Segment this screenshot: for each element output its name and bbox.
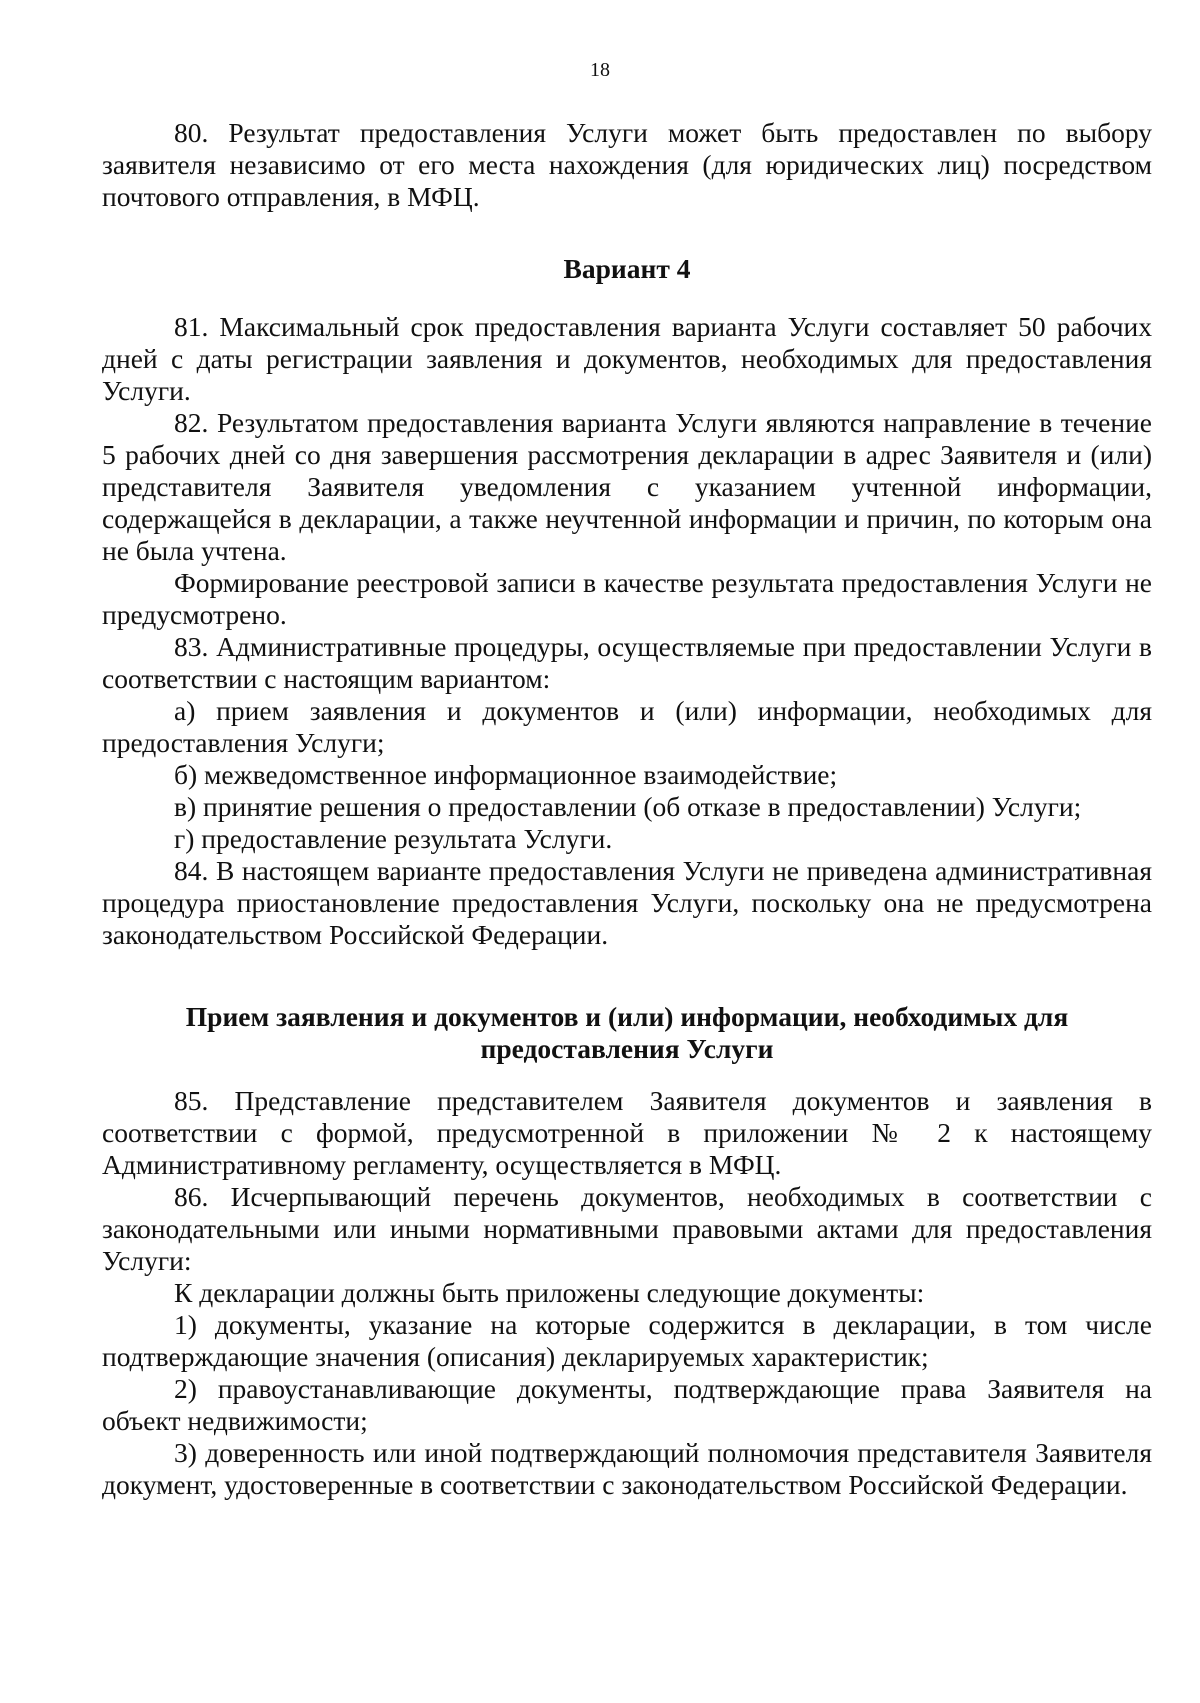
paragraph-82-registry: Формирование реестровой записи в качестве результата предоставления Услуги не предусмотрено. [102,567,1152,630]
heading-variant-4: Вариант 4 [563,253,691,284]
paragraph-84: 84. В настоящем варианте предоставления Услуги не приведена административная процедура приостановление предоставления Услуги, поскольку она не предусмотрена законодательством Российской Федерации. [102,855,1152,950]
page-number: 18 [590,59,610,81]
document-body [102,117,1152,1501]
paragraph-83: 83. Административные процедуры, осуществляемые при предоставлении Услуги в соответствии с настоящим вариантом: [102,631,1152,694]
list-item-86-3: 3) доверенность или иной подтверждающий полномочия представителя Заявителя документ, удостоверенные в соответствии с законодательством Российской Федерации. [102,1437,1152,1500]
list-item-83d: г) предоставление результата Услуги. [174,823,613,854]
list-item-83b: б) межведомственное информационное взаимодействие; [174,759,838,790]
paragraph-85: 85. Представление представителем Заявителя документов и заявления в соответствии с формой, предусмотренной в приложении № 2 к настоящему Административному регламенту, осуществляется в МФЦ. [102,1085,1152,1180]
paragraph-86: 86. Исчерпывающий перечень документов, необходимых в соответствии с законодательными или иными нормативными правовыми актами для предоставления Услуги: [102,1181,1152,1276]
paragraph-80: 80. Результат предоставления Услуги может быть предоставлен по выбору заявителя независимо от его места нахождения (для юридических лиц) посредством почтового отправления, в МФЦ. [102,117,1152,212]
paragraph-81: 81. Максимальный срок предоставления варианта Услуги составляет 50 рабочих дней с даты регистрации заявления и документов, необходимых для предоставления Услуги. [102,311,1152,406]
section-heading-line-1: Прием заявления и документов и (или) информации, необходимых для [185,1001,1069,1032]
list-item-83c: в) принятие решения о предоставлении (об отказе в предоставлении) Услуги; [174,791,1082,822]
paragraph-86-intro: К декларации должны быть приложены следующие документы: [174,1277,925,1308]
paragraph-82: 82. Результатом предоставления варианта Услуги являются направление в течение 5 рабочих дней со дня завершения рассмотрения декларации в адрес Заявителя и (или) представителя Заявителя уведомления с указанием учтенной информации, содержащейся в декларации, а также неучтенной информации и причин, по которым она не была учтена. [102,407,1152,566]
list-item-86-1: 1) документы, указание на которые содержится в декларации, в том числе подтверждающие значения (описания) декларируемых характеристик; [102,1309,1152,1372]
list-item-83a: а) прием заявления и документов и (или) информации, необходимых для предоставления Услуги; [102,695,1152,758]
section-heading-line-2: предоставления Услуги [480,1033,774,1064]
list-item-86-2: 2) правоустанавливающие документы, подтверждающие права Заявителя на объект недвижимости; [102,1373,1152,1436]
